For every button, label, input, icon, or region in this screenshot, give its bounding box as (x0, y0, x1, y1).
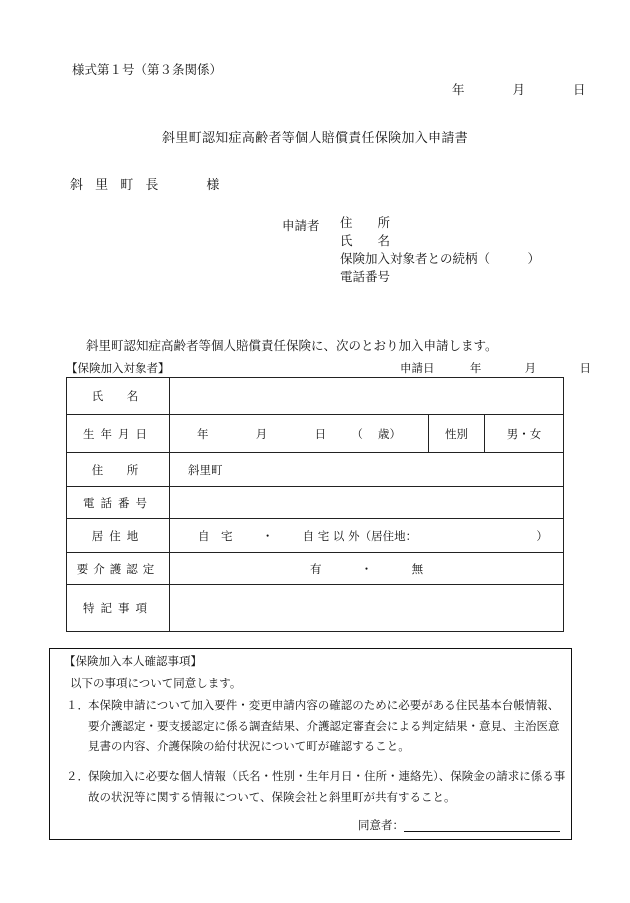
care-separator: ・ (360, 561, 373, 576)
form-number: 様式第１号（第３条関係） (72, 62, 223, 77)
apply-year-label: 年 (469, 361, 482, 375)
consent-heading: 【保険加入本人確認事項】 (64, 654, 202, 668)
birth-year-label: 年 (196, 426, 209, 441)
care-field[interactable] (170, 553, 564, 585)
table-row (67, 585, 564, 632)
subject-info-table (66, 377, 564, 632)
gender-choice[interactable]: 男・女 (485, 415, 564, 453)
applicant-phone-label: 電話番号 (340, 269, 391, 284)
notes-field[interactable] (170, 585, 564, 632)
subject-heading: 【保険加入対象者】 (66, 361, 170, 375)
residence-other-option[interactable]: 自 宅 以 外（居住地： (302, 528, 418, 543)
table-row (67, 453, 564, 487)
consent-signer-label: 同意者： (358, 818, 404, 832)
consent-signature-line[interactable] (404, 831, 560, 832)
date-year-label: 年 (452, 82, 465, 97)
birth-label: 生年月日 (67, 415, 170, 453)
table-row (67, 378, 564, 415)
birth-month-label: 月 (255, 426, 268, 441)
addressee-honorific: 様 (206, 178, 220, 193)
date-day-label: 日 (572, 82, 586, 97)
document-title: 斜里町認知症高齢者等個人賠償責任保険加入申請書 (162, 131, 468, 146)
table-row (67, 415, 564, 453)
consent-agree-text: 以下の事項について同意します。 (70, 676, 242, 690)
consent-item-number: ２． (66, 769, 89, 783)
applicant-address-label: 住 所 (340, 215, 391, 230)
name-field[interactable] (170, 378, 564, 415)
phone-field[interactable] (170, 487, 564, 519)
notes-label: 特記事項 (67, 585, 170, 632)
address-field[interactable] (170, 453, 564, 487)
addressee-name: 斜 里 町 長 (70, 178, 163, 193)
consent-box (49, 648, 572, 840)
birth-field[interactable] (170, 415, 429, 453)
apply-month-label: 月 (524, 361, 537, 375)
submission-date (452, 80, 585, 98)
residence-home-option[interactable]: 自 宅 (198, 528, 233, 543)
age-label: （ 歳） (351, 426, 402, 441)
gender-label: 性別 (429, 415, 485, 453)
address-prefix: 斜里町 (188, 462, 223, 477)
name-label: 氏 名 (67, 378, 170, 415)
applicant-fields (340, 216, 540, 288)
addressee (70, 174, 219, 193)
care-yes-option[interactable]: 有 (309, 561, 322, 576)
table-row (67, 487, 564, 519)
address-label: 住 所 (67, 453, 170, 487)
apply-date-label: 申請日 (400, 361, 435, 375)
phone-label: 電話番号 (67, 487, 170, 519)
table-row (67, 519, 564, 553)
consent-item-number: １． (66, 698, 89, 712)
care-label: 要介護認定 (67, 553, 170, 585)
care-no-option[interactable]: 無 (411, 561, 424, 576)
residence-close: ） (536, 528, 548, 543)
applicant-relationship-label: 保険加入対象者との続柄（ ） (340, 251, 541, 266)
residence-field[interactable] (170, 519, 564, 553)
table-row (67, 553, 564, 585)
intro-text: 斜里町認知症高齢者等個人賠償責任保険に、次のとおり加入申請します。 (86, 338, 498, 353)
apply-day-label: 日 (579, 361, 591, 375)
date-month-label: 月 (512, 82, 525, 97)
residence-separator: ・ (261, 528, 274, 543)
birth-day-label: 日 (314, 426, 327, 441)
consent-item-text: 保険加入に必要な個人情報（氏名・性別・生年月日・住所・連絡先）、保険金の請求に係る事故の状況等に関する情報について、保険会社と斜里町が共有すること。 (88, 769, 566, 804)
applicant-label: 申請者 (282, 218, 320, 233)
applicant-name-label: 氏 名 (340, 233, 391, 248)
apply-date (400, 360, 591, 376)
consent-item (66, 695, 566, 757)
consent-item-text: 本保険申請について加入要件・変更申請内容の確認のために必要がある住民基本台帳情報、要介護認定・要支援認定に係る調査結果、介護認定審査会による判定結果・意見、主治医意見書の内容、介護保険の給付状況について町が確認すること。 (88, 698, 560, 753)
residence-label: 居住地 (67, 519, 170, 553)
consent-item (66, 766, 566, 807)
